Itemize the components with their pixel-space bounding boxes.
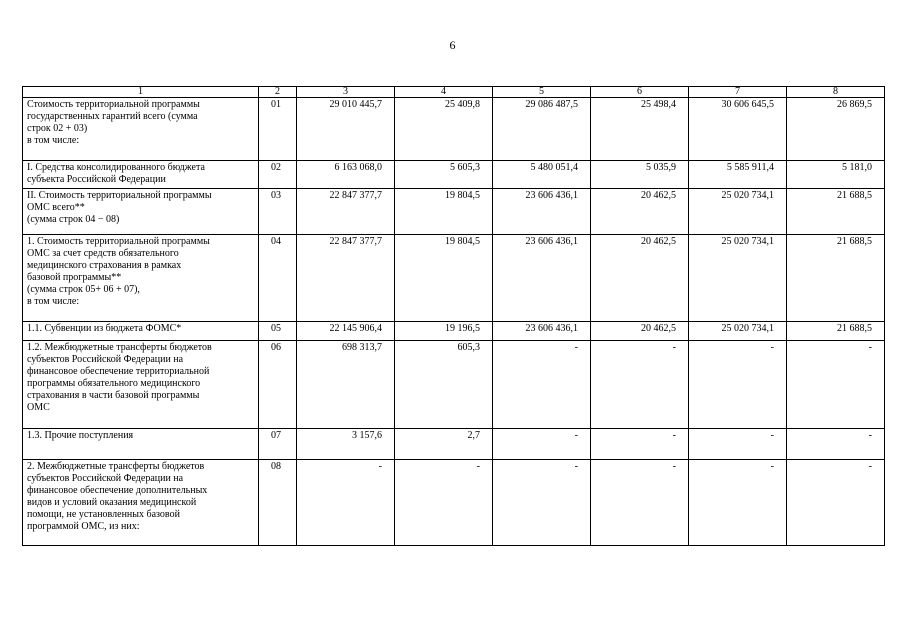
value-cell: 25 020 734,1	[689, 189, 787, 235]
value-cell: 26 869,5	[787, 98, 885, 161]
value-cell: 25 020 734,1	[689, 235, 787, 322]
row-code: 06	[259, 341, 297, 429]
value-cell: 20 462,5	[591, 322, 689, 341]
value-cell: 19 196,5	[395, 322, 493, 341]
value-cell: -	[787, 341, 885, 429]
row-label: 1.2. Межбюджетные трансферты бюджетов субъектов Российской Федерации на финансовое обеспечение территориальной программы обязательного медицинского страхования в части базовой программы ОМС	[23, 341, 259, 429]
header-cell: 7	[689, 87, 787, 98]
value-cell: 29 086 487,5	[493, 98, 591, 161]
table-row	[23, 161, 885, 189]
value-cell: -	[689, 341, 787, 429]
value-cell: 25 020 734,1	[689, 322, 787, 341]
header-cell: 2	[259, 87, 297, 98]
header-cell: 3	[297, 87, 395, 98]
row-label: 2. Межбюджетные трансферты бюджетов субъектов Российской Федерации на финансовое обеспечение дополнительных видов и условий оказания медицинской помощи, не установленных базовой программой ОМС, из них:	[23, 460, 259, 546]
value-cell: 21 688,5	[787, 322, 885, 341]
row-code: 03	[259, 189, 297, 235]
value-cell: 23 606 436,1	[493, 235, 591, 322]
row-label: 1.1. Субвенции из бюджета ФОМС*	[23, 322, 259, 341]
value-cell: 23 606 436,1	[493, 322, 591, 341]
value-cell: -	[395, 460, 493, 546]
budget-table	[22, 86, 885, 546]
value-cell: 5 480 051,4	[493, 161, 591, 189]
table-row	[23, 460, 885, 546]
value-cell: -	[591, 460, 689, 546]
value-cell: -	[787, 429, 885, 460]
row-code: 07	[259, 429, 297, 460]
row-label: 1.3. Прочие поступления	[23, 429, 259, 460]
table-body	[23, 87, 885, 546]
value-cell: 22 847 377,7	[297, 189, 395, 235]
value-cell: 20 462,5	[591, 189, 689, 235]
value-cell: 25 409,8	[395, 98, 493, 161]
value-cell: 5 605,3	[395, 161, 493, 189]
page-number: 6	[449, 38, 456, 52]
table-row	[23, 429, 885, 460]
value-cell: -	[591, 429, 689, 460]
value-cell: 6 163 068,0	[297, 161, 395, 189]
value-cell: 23 606 436,1	[493, 189, 591, 235]
value-cell: 605,3	[395, 341, 493, 429]
value-cell: 5 181,0	[787, 161, 885, 189]
value-cell: -	[493, 460, 591, 546]
row-label: I. Средства консолидированного бюджета субъекта Российской Федерации	[23, 161, 259, 189]
value-cell: 20 462,5	[591, 235, 689, 322]
value-cell: 30 606 645,5	[689, 98, 787, 161]
header-cell: 1	[23, 87, 259, 98]
table-row	[23, 322, 885, 341]
value-cell: 5 585 911,4	[689, 161, 787, 189]
header-cell: 5	[493, 87, 591, 98]
header-cell: 4	[395, 87, 493, 98]
table-row	[23, 235, 885, 322]
value-cell: -	[297, 460, 395, 546]
header-row	[23, 87, 885, 98]
table-row	[23, 341, 885, 429]
value-cell: 698 313,7	[297, 341, 395, 429]
value-cell: -	[591, 341, 689, 429]
row-label: Стоимость территориальной программы государственных гарантий всего (сумма строк 02 + 03) в том числе:	[23, 98, 259, 161]
value-cell: -	[493, 429, 591, 460]
row-label: 1. Стоимость территориальной программы ОМС за счет средств обязательного медицинского страхования в рамках базовой программы** (сумма строк 05+ 06 + 07), в том числе:	[23, 235, 259, 322]
row-code: 01	[259, 98, 297, 161]
table-row	[23, 189, 885, 235]
value-cell: 21 688,5	[787, 189, 885, 235]
row-code: 08	[259, 460, 297, 546]
value-cell: 19 804,5	[395, 235, 493, 322]
value-cell: -	[493, 341, 591, 429]
value-cell: 25 498,4	[591, 98, 689, 161]
value-cell: 5 035,9	[591, 161, 689, 189]
value-cell: 3 157,6	[297, 429, 395, 460]
header-cell: 8	[787, 87, 885, 98]
value-cell: 29 010 445,7	[297, 98, 395, 161]
value-cell: 2,7	[395, 429, 493, 460]
value-cell: 19 804,5	[395, 189, 493, 235]
row-code: 04	[259, 235, 297, 322]
value-cell: -	[787, 460, 885, 546]
value-cell: -	[689, 460, 787, 546]
row-code: 05	[259, 322, 297, 341]
value-cell: 22 145 906,4	[297, 322, 395, 341]
table-row	[23, 98, 885, 161]
value-cell: -	[689, 429, 787, 460]
value-cell: 21 688,5	[787, 235, 885, 322]
row-label: II. Стоимость территориальной программы ОМС всего** (сумма строк 04 − 08)	[23, 189, 259, 235]
header-cell: 6	[591, 87, 689, 98]
row-code: 02	[259, 161, 297, 189]
value-cell: 22 847 377,7	[297, 235, 395, 322]
